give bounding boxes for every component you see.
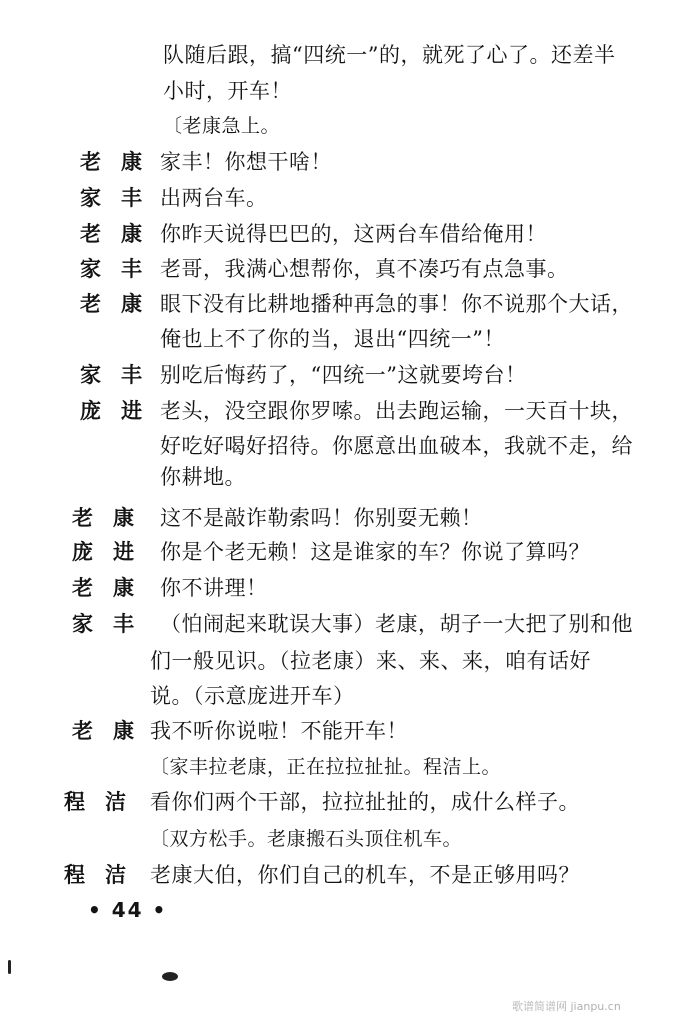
dialogue-line: 出两台车。 <box>160 186 268 210</box>
dialogue-line: 说。（示意庞进开车） <box>150 684 355 708</box>
speaker-name: 家丰 <box>80 362 162 387</box>
stage-direction: 〔老康急上。 <box>163 115 281 137</box>
dialogue-line: 你是个老无赖！这是谁家的车？你说了算吗？ <box>160 540 590 564</box>
speaker-name: 老康 <box>80 291 162 316</box>
speaker-name: 老康 <box>72 505 154 530</box>
speaker-name: 家丰 <box>80 185 162 210</box>
dialogue-line: 好吃好喝好招待。你愿意出血破本，我就不走，给 <box>160 434 633 458</box>
dialogue-line: 家丰！你想干啥！ <box>160 150 332 174</box>
stage-direction: 〔家丰拉老康，正在拉拉扯扯。程洁上。 <box>150 756 502 778</box>
ink-blot <box>162 972 178 981</box>
speaker-name: 家丰 <box>72 611 154 636</box>
speaker-name: 庞进 <box>80 398 162 423</box>
dialogue-line: 老头，没空跟你罗嗦。出去跑运输，一天百十块， <box>160 399 633 423</box>
dialogue-line: 别吃后悔药了，“四统一”这就要垮台！ <box>160 363 527 387</box>
speaker-name: 程洁 <box>64 862 146 887</box>
dialogue-line: 看你们两个干部，拉拉扯扯的，成什么样子。 <box>150 790 580 814</box>
speaker-name: 老康 <box>80 149 162 174</box>
dialogue-line: 我不听你说啦！不能开车！ <box>150 719 408 743</box>
page-number: • 44 • <box>88 898 168 922</box>
dialogue-line: 老哥，我满心想帮你，真不凑巧有点急事。 <box>160 257 569 281</box>
dialogue-line: 小时，开车！ <box>163 79 292 103</box>
dialogue-line: 俺也上不了你的当，退出“四统一”！ <box>160 327 505 351</box>
speaker-name: 家丰 <box>80 256 162 281</box>
dialogue-line: 队随后跟，搞“四统一”的，就死了心了。还差半 <box>163 43 616 67</box>
dialogue-line: 你昨天说得巴巴的，这两台车借给俺用！ <box>160 222 547 246</box>
ink-speck <box>8 960 11 974</box>
stage-direction: 〔双方松手。老康搬石头顶住机车。 <box>150 828 463 850</box>
dialogue-line: 你耕地。 <box>160 465 246 489</box>
dialogue-line: 们一般见识。（拉老康）来、来、来，咱有话好 <box>150 649 591 673</box>
speaker-name: 老康 <box>80 221 162 246</box>
dialogue-line: 你不讲理！ <box>160 576 268 600</box>
speaker-name: 老康 <box>72 718 154 743</box>
dialogue-line: （怕闹起来耽误大事）老康，胡子一大把了别和他 <box>160 612 633 636</box>
speaker-name: 老康 <box>72 575 154 600</box>
dialogue-line: 老康大伯，你们自己的机车，不是正够用吗？ <box>150 863 580 887</box>
dialogue-line: 这不是敲诈勒索吗！你别耍无赖！ <box>160 506 483 530</box>
speaker-name: 庞进 <box>72 539 154 564</box>
dialogue-line: 眼下没有比耕地播种再急的事！你不说那个大话， <box>160 292 633 316</box>
watermark: 歌谱简谱网 jianpu.cn <box>512 1000 621 1013</box>
speaker-name: 程洁 <box>64 789 146 814</box>
